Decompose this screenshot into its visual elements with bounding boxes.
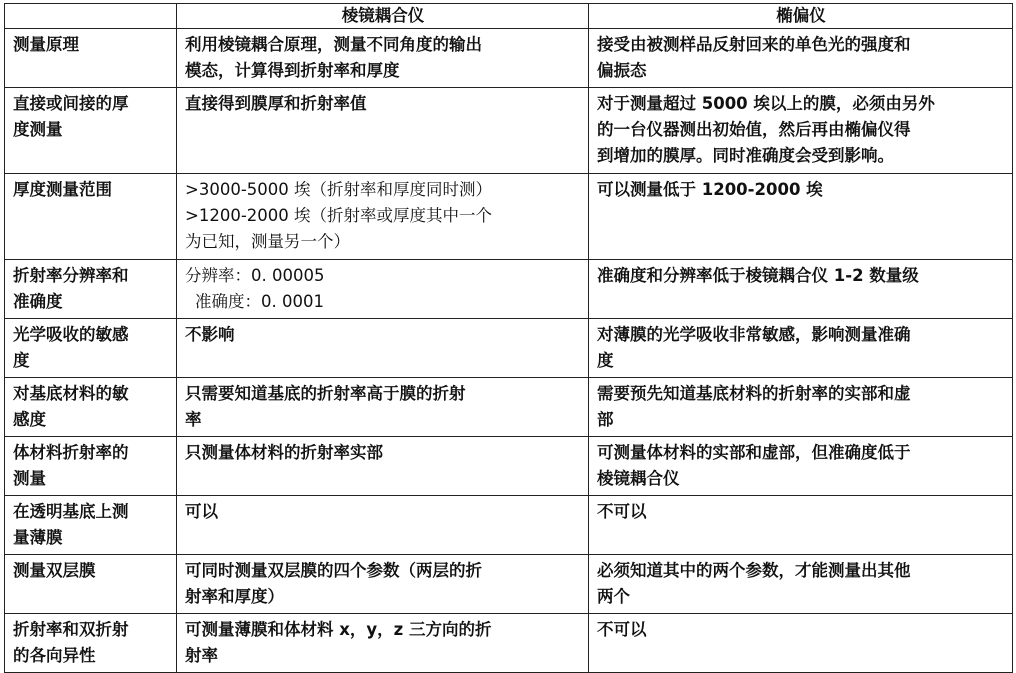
row-label-line: 感度 [13,410,46,429]
prism-line: 只测量体材料的折射率实部 [185,443,383,462]
prism-line: 分辨率：0. 00005 [185,266,325,285]
prism-line: 只需要知道基底的折射率高于膜的折射 [185,384,466,403]
table-row [5,174,1013,260]
row-label-line: 体材料折射率的 [13,443,129,462]
ellipso-line: 棱镜耦合仪 [597,469,680,488]
ellipso-cell [589,496,1013,555]
ellipso-cell [589,437,1013,496]
header-ellipsometer: 椭偏仪 [589,4,1013,29]
prism-line: 可同时测量双层膜的四个参数（两层的折 [185,561,482,580]
ellipso-cell [589,260,1013,319]
ellipso-cell [589,29,1013,88]
row-label-line: 厚度测量范围 [13,180,112,199]
ellipso-line: 度 [597,351,614,370]
prism-line: 射率和厚度） [185,587,284,606]
row-label-line: 量薄膜 [13,528,63,547]
row-label-line: 度 [13,351,30,370]
row-label-line: 测量原理 [13,35,79,54]
ellipso-line: 对于测量超过 5000 埃以上的膜，必须由另外 [597,94,935,113]
row-label-line: 对基底材料的敏 [13,384,129,403]
row-label [5,174,177,260]
prism-cell [177,88,589,174]
prism-line: 为已知，测量另一个） [185,232,350,251]
ellipso-cell [589,174,1013,260]
prism-cell [177,496,589,555]
prism-line: 准确度：0. 0001 [195,292,324,311]
ellipso-line: 不可以 [597,502,647,521]
table-row [5,29,1013,88]
row-label [5,555,177,614]
row-label-line: 准确度 [13,292,63,311]
row-label [5,260,177,319]
prism-line: >1200-2000 埃（折射率或厚度其中一个 [185,206,493,225]
row-label-line: 的各向异性 [13,646,96,665]
prism-line: 不影响 [185,325,235,344]
prism-line: 直接得到膜厚和折射率值 [185,94,367,113]
ellipso-line: 不可以 [597,620,647,639]
prism-line: 可以 [185,502,218,521]
ellipso-line: 对薄膜的光学吸收非常敏感，影响测量准确 [597,325,911,344]
prism-line: 可测量薄膜和体材料 x，y，z 三方向的折 [185,620,492,639]
row-label [5,88,177,174]
row-label [5,29,177,88]
ellipso-line: 需要预先知道基底材料的折射率的实部和虚 [597,384,911,403]
row-label-line: 直接或间接的厚 [13,94,129,113]
table-row [5,555,1013,614]
ellipso-line: 准确度和分辨率低于棱镜耦合仪 1-2 数量级 [597,266,919,285]
row-label [5,496,177,555]
row-label-line: 度测量 [13,120,63,139]
prism-line: 率 [185,410,202,429]
row-label-line: 测量双层膜 [13,561,96,580]
ellipso-line: 部 [597,410,614,429]
table-row [5,260,1013,319]
prism-line: 模态，计算得到折射率和厚度 [185,61,400,80]
prism-line: >3000-5000 埃（折射率和厚度同时测） [185,180,493,199]
row-label [5,319,177,378]
ellipso-cell [589,614,1013,673]
prism-cell [177,260,589,319]
prism-cell [177,555,589,614]
ellipso-cell [589,555,1013,614]
row-label-line: 测量 [13,469,46,488]
prism-cell [177,319,589,378]
header-blank-cell [5,4,177,29]
ellipso-line: 接受由被测样品反射回来的单色光的强度和 [597,35,911,54]
row-label-line: 光学吸收的敏感 [13,325,129,344]
row-label [5,378,177,437]
prism-cell [177,378,589,437]
row-label [5,437,177,496]
ellipso-line: 可以测量低于 1200-2000 埃 [597,180,823,199]
prism-line: 射率 [185,646,218,665]
comparison-table [4,3,1013,673]
ellipso-cell [589,88,1013,174]
ellipso-line: 可测量体材料的实部和虚部，但准确度低于 [597,443,911,462]
prism-cell [177,29,589,88]
ellipso-line: 偏振态 [597,61,647,80]
row-label-line: 折射率分辨率和 [13,266,129,285]
table-row [5,614,1013,673]
table-body [5,29,1013,673]
header-prism-coupler: 棱镜耦合仪 [177,4,589,29]
row-label-line: 折射率和双折射 [13,620,129,639]
prism-cell [177,174,589,260]
prism-cell [177,437,589,496]
prism-line: 利用棱镜耦合原理，测量不同角度的输出 [185,35,482,54]
ellipso-cell [589,319,1013,378]
ellipso-line: 到增加的膜厚。同时准确度会受到影响。 [597,146,894,165]
header-row [5,4,1013,29]
ellipso-line: 两个 [597,587,630,606]
ellipso-line: 的一台仪器测出初始值，然后再由椭偏仪得 [597,120,911,139]
row-label-line: 在透明基底上测 [13,502,129,521]
table-header [5,4,1013,29]
prism-cell [177,614,589,673]
row-label [5,614,177,673]
table-row [5,319,1013,378]
table-row [5,496,1013,555]
table-row [5,378,1013,437]
ellipso-line: 必须知道其中的两个参数，才能测量出其他 [597,561,911,580]
table-row [5,88,1013,174]
table-row [5,437,1013,496]
ellipso-cell [589,378,1013,437]
